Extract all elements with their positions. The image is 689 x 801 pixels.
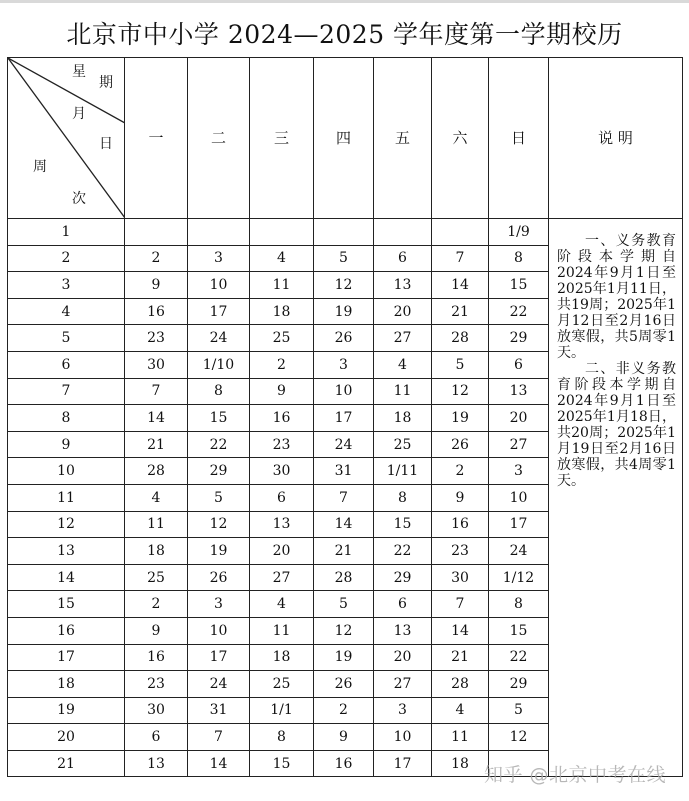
date-cell: 4 xyxy=(250,591,314,618)
date-cell xyxy=(314,219,374,246)
date-cell: 27 xyxy=(489,431,549,458)
date-cell: 8 xyxy=(489,591,549,618)
date-cell: 1/11 xyxy=(374,458,432,485)
date-cell: 24 xyxy=(489,538,549,565)
week-number-cell: 4 xyxy=(8,298,125,325)
date-cell: 5 xyxy=(188,484,250,511)
week-number-cell: 9 xyxy=(8,431,125,458)
top-border xyxy=(0,0,689,3)
date-cell: 27 xyxy=(374,671,432,698)
date-cell: 19 xyxy=(314,298,374,325)
date-cell: 22 xyxy=(489,298,549,325)
date-cell: 30 xyxy=(125,697,188,724)
week-number-cell: 12 xyxy=(8,511,125,538)
date-cell: 25 xyxy=(250,671,314,698)
date-cell: 15 xyxy=(489,617,549,644)
date-cell: 9 xyxy=(432,484,489,511)
date-cell: 26 xyxy=(314,325,374,352)
date-cell: 9 xyxy=(314,724,374,751)
corner-label-ri: 日 xyxy=(99,136,113,152)
date-cell: 4 xyxy=(125,484,188,511)
date-cell: 22 xyxy=(188,431,250,458)
date-cell: 19 xyxy=(314,644,374,671)
week-number-cell: 18 xyxy=(8,671,125,698)
date-cell: 15 xyxy=(374,511,432,538)
week-number-cell: 8 xyxy=(8,405,125,432)
date-cell: 3 xyxy=(374,697,432,724)
date-cell: 21 xyxy=(125,431,188,458)
date-cell: 12 xyxy=(314,617,374,644)
date-cell: 23 xyxy=(432,538,489,565)
date-cell: 17 xyxy=(489,511,549,538)
school-calendar-table xyxy=(7,57,683,777)
page-title: 北京市中小学 2024—2025 学年度第一学期校历 xyxy=(66,20,623,49)
date-cell: 16 xyxy=(125,644,188,671)
date-cell: 12 xyxy=(188,511,250,538)
date-cell: 2 xyxy=(125,591,188,618)
weekday-header-tue: 二 xyxy=(188,58,250,219)
date-cell: 14 xyxy=(432,272,489,299)
date-cell: 14 xyxy=(125,405,188,432)
date-cell: 13 xyxy=(374,617,432,644)
date-cell: 30 xyxy=(125,351,188,378)
date-cell: 15 xyxy=(250,750,314,777)
week-number-cell: 13 xyxy=(8,538,125,565)
week-number-cell: 19 xyxy=(8,697,125,724)
date-cell: 2 xyxy=(250,351,314,378)
date-cell: 29 xyxy=(374,564,432,591)
date-cell: 10 xyxy=(489,484,549,511)
date-cell: 9 xyxy=(250,378,314,405)
date-cell: 29 xyxy=(489,671,549,698)
corner-label-yue: 月 xyxy=(72,106,86,122)
date-cell: 24 xyxy=(314,431,374,458)
date-cell: 12 xyxy=(489,724,549,751)
date-cell: 15 xyxy=(188,405,250,432)
date-cell: 11 xyxy=(432,724,489,751)
week-number-cell: 10 xyxy=(8,458,125,485)
date-cell: 10 xyxy=(374,724,432,751)
date-cell: 26 xyxy=(188,564,250,591)
date-cell: 31 xyxy=(314,458,374,485)
week-number-cell: 6 xyxy=(8,351,125,378)
week-number-cell: 2 xyxy=(8,245,125,272)
date-cell: 10 xyxy=(188,272,250,299)
date-cell: 17 xyxy=(314,405,374,432)
week-number-cell: 16 xyxy=(8,617,125,644)
date-cell: 1/1 xyxy=(250,697,314,724)
date-cell: 16 xyxy=(432,511,489,538)
date-cell: 13 xyxy=(125,750,188,777)
date-cell: 8 xyxy=(250,724,314,751)
date-cell: 21 xyxy=(432,298,489,325)
weekday-header-sat: 六 xyxy=(432,58,489,219)
corner-label-ci: 次 xyxy=(72,191,86,207)
date-cell: 28 xyxy=(125,458,188,485)
date-cell: 29 xyxy=(188,458,250,485)
notes-cell xyxy=(549,219,683,777)
date-cell: 21 xyxy=(314,538,374,565)
notes-header: 说 明 xyxy=(549,58,683,219)
date-cell: 14 xyxy=(188,750,250,777)
date-cell: 5 xyxy=(489,697,549,724)
date-cell: 2 xyxy=(314,697,374,724)
date-cell: 19 xyxy=(432,405,489,432)
week-number-cell: 5 xyxy=(8,325,125,352)
date-cell: 20 xyxy=(374,644,432,671)
date-cell xyxy=(250,219,314,246)
table-row xyxy=(8,219,683,246)
date-cell: 25 xyxy=(250,325,314,352)
date-cell: 13 xyxy=(489,378,549,405)
date-cell: 18 xyxy=(250,298,314,325)
date-cell: 5 xyxy=(432,351,489,378)
date-cell: 21 xyxy=(432,644,489,671)
date-cell: 10 xyxy=(188,617,250,644)
weekday-header-wed: 三 xyxy=(250,58,314,219)
week-number-cell: 21 xyxy=(8,750,125,777)
watermark: 知乎 @北京中考在线 xyxy=(484,764,667,786)
date-cell: 4 xyxy=(250,245,314,272)
date-cell: 11 xyxy=(125,511,188,538)
date-cell: 11 xyxy=(250,617,314,644)
date-cell: 27 xyxy=(250,564,314,591)
date-cell: 7 xyxy=(188,724,250,751)
date-cell: 7 xyxy=(432,245,489,272)
date-cell: 4 xyxy=(432,697,489,724)
date-cell: 23 xyxy=(125,325,188,352)
date-cell: 3 xyxy=(188,245,250,272)
date-cell: 22 xyxy=(489,644,549,671)
date-cell: 18 xyxy=(432,750,489,777)
date-cell: 28 xyxy=(432,671,489,698)
date-cell: 9 xyxy=(125,272,188,299)
corner-label-qi: 期 xyxy=(99,75,113,91)
note-non-compulsory-education: 二、非义务教育阶段本学期自2024年9月1日至2025年1月18日，共20周；2025年1月19日至2月16日放寒假，共4周零1天。 xyxy=(557,361,676,489)
date-cell: 5 xyxy=(314,245,374,272)
date-cell: 3 xyxy=(489,458,549,485)
date-cell: 7 xyxy=(314,484,374,511)
date-cell: 20 xyxy=(374,298,432,325)
date-cell: 17 xyxy=(188,644,250,671)
date-cell: 28 xyxy=(432,325,489,352)
date-cell: 1/9 xyxy=(489,219,549,246)
date-cell: 6 xyxy=(374,245,432,272)
date-cell: 8 xyxy=(188,378,250,405)
date-cell: 20 xyxy=(489,405,549,432)
corner-label-xing: 星 xyxy=(72,64,86,80)
date-cell: 1/10 xyxy=(188,351,250,378)
date-cell: 14 xyxy=(314,511,374,538)
date-cell: 16 xyxy=(314,750,374,777)
date-cell: 25 xyxy=(374,431,432,458)
weekday-header-thu: 四 xyxy=(314,58,374,219)
date-cell: 13 xyxy=(250,511,314,538)
date-cell: 7 xyxy=(432,591,489,618)
weekday-header-fri: 五 xyxy=(374,58,432,219)
corner-label-zhou: 周 xyxy=(33,159,47,175)
date-cell: 30 xyxy=(432,564,489,591)
date-cell: 18 xyxy=(125,538,188,565)
date-cell xyxy=(432,219,489,246)
date-cell: 1/12 xyxy=(489,564,549,591)
date-cell: 6 xyxy=(374,591,432,618)
date-cell: 6 xyxy=(250,484,314,511)
date-cell: 10 xyxy=(314,378,374,405)
date-cell: 16 xyxy=(250,405,314,432)
date-cell: 28 xyxy=(314,564,374,591)
date-cell: 19 xyxy=(188,538,250,565)
week-number-cell: 11 xyxy=(8,484,125,511)
weekday-header-mon: 一 xyxy=(125,58,188,219)
date-cell: 11 xyxy=(250,272,314,299)
date-cell: 26 xyxy=(314,671,374,698)
date-cell: 2 xyxy=(125,245,188,272)
date-cell: 4 xyxy=(374,351,432,378)
week-number-cell: 1 xyxy=(8,219,125,246)
date-cell: 20 xyxy=(250,538,314,565)
date-cell: 16 xyxy=(125,298,188,325)
weekday-header-sun: 日 xyxy=(489,58,549,219)
week-number-cell: 14 xyxy=(8,564,125,591)
date-cell: 17 xyxy=(188,298,250,325)
date-cell: 11 xyxy=(374,378,432,405)
date-cell: 30 xyxy=(250,458,314,485)
date-cell: 14 xyxy=(432,617,489,644)
week-number-cell: 20 xyxy=(8,724,125,751)
date-cell: 12 xyxy=(432,378,489,405)
date-cell xyxy=(125,219,188,246)
week-number-cell: 17 xyxy=(8,644,125,671)
date-cell: 31 xyxy=(188,697,250,724)
date-cell: 25 xyxy=(125,564,188,591)
date-cell: 18 xyxy=(250,644,314,671)
date-cell: 24 xyxy=(188,325,250,352)
date-cell: 5 xyxy=(314,591,374,618)
week-number-cell: 7 xyxy=(8,378,125,405)
date-cell: 23 xyxy=(250,431,314,458)
date-cell: 8 xyxy=(374,484,432,511)
date-cell: 13 xyxy=(374,272,432,299)
week-number-cell: 15 xyxy=(8,591,125,618)
date-cell: 3 xyxy=(188,591,250,618)
date-cell: 23 xyxy=(125,671,188,698)
date-cell: 8 xyxy=(489,245,549,272)
date-cell xyxy=(188,219,250,246)
date-cell xyxy=(374,219,432,246)
week-number-cell: 3 xyxy=(8,272,125,299)
date-cell: 24 xyxy=(188,671,250,698)
date-cell: 15 xyxy=(489,272,549,299)
date-cell: 18 xyxy=(374,405,432,432)
date-cell: 2 xyxy=(432,458,489,485)
date-cell: 26 xyxy=(432,431,489,458)
date-cell: 3 xyxy=(314,351,374,378)
header-row xyxy=(8,58,683,219)
date-cell: 7 xyxy=(125,378,188,405)
corner-header-cell xyxy=(8,58,125,219)
date-cell: 17 xyxy=(374,750,432,777)
date-cell: 29 xyxy=(489,325,549,352)
date-cell: 6 xyxy=(489,351,549,378)
date-cell: 6 xyxy=(125,724,188,751)
date-cell: 12 xyxy=(314,272,374,299)
date-cell: 27 xyxy=(374,325,432,352)
date-cell: 22 xyxy=(374,538,432,565)
date-cell: 9 xyxy=(125,617,188,644)
note-compulsory-education: 一、义务教育阶段本学期自2024年9月1日至2025年1月11日，共19周；2025年1月12日至2月16日放寒假，共5周零1天。 xyxy=(557,233,676,361)
